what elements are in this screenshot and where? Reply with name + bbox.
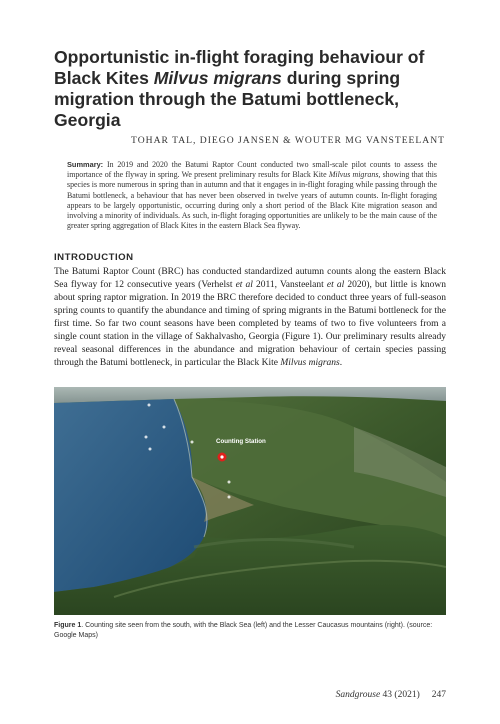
page-number: 247	[431, 690, 446, 700]
journal-volume: 43 (2021)	[382, 690, 420, 700]
counting-station-label: Counting Station	[216, 438, 266, 445]
figure-1-map	[54, 387, 446, 615]
author-line: TOHAR TAL, DIEGO JANSEN & WOUTER MG VANSTEELANT	[131, 135, 445, 146]
caption-label: Figure 1	[54, 622, 82, 629]
title-part-2: during spring migration through the Batumi bottleneck, Georgia	[54, 68, 401, 130]
introduction-paragraph	[54, 266, 446, 370]
summary-text-1: In 2019 and 2020 the Batumi Raptor Count conducted two small-scale pilot counts to assess the importance of the flyway in spring. We present preliminary results for Black Kite	[67, 160, 437, 180]
summary-label: Summary:	[67, 160, 104, 169]
intro-text-3: 2020), but little is known about spring raptor migration. In 2019 the BRC therefore decided to conduct three years of full-season spring counts to quantify the abundance and timing of spring migrants in the Batumi bottleneck for the first time. So far two count seasons have been completed by teams of two to five volunteers from a single count station in the village of Sakhalvasho, Georgia (Figure 1). Our preliminary results already reveal seasonal differences in the abundance and migration behaviour of certain species passing through the Batumi bottleneck, in particular the Black Kite	[54, 280, 447, 368]
page-footer	[336, 690, 446, 700]
summary-text-2: , showing that this species is more numerous in spring than in autumn and that it engages in in-flight foraging while passing through the Batumi bottleneck, a behaviour that has never been observed in twelve years of autumn counts. In-flight foraging appears to be largely opportunistic, occurring during only a short period of the Black Kite migration season and involving a minority of individuals. As such, in-flight foraging opportunities are unlikely to be the main cause of the greater spring aggregation of Black Kites in the eastern Black Sea flyway.	[67, 170, 437, 231]
intro-species: Milvus migrans	[280, 358, 340, 368]
title-part-1: Opportunistic in-flight foraging behaviour of Black Kites	[54, 47, 425, 88]
intro-text-2: 2011, Vansteelant	[252, 280, 327, 290]
intro-text-1: The Batumi Raptor Count (BRC) has conducted standardized autumn counts along the eastern Black Sea flyway for 12 consecutive years (Verhelst	[54, 267, 446, 290]
article-title	[54, 47, 454, 131]
intro-etal-1: et al	[235, 280, 253, 290]
intro-etal-2: et al	[326, 280, 345, 290]
journal-name: Sandgrouse	[335, 690, 381, 700]
section-heading-introduction: INTRODUCTION	[54, 252, 134, 263]
intro-text-4: .	[339, 358, 343, 368]
caption-text: . Counting site seen from the south, with the Black Sea (left) and the Lesser Caucasus mountains (right). (source: Google Maps)	[54, 622, 433, 639]
title-species: Milvus migrans	[153, 68, 282, 88]
summary-species: Milvus migrans	[328, 170, 379, 180]
figure-1-caption	[54, 621, 446, 640]
summary-paragraph	[67, 160, 437, 231]
satellite-map-image	[54, 387, 446, 615]
